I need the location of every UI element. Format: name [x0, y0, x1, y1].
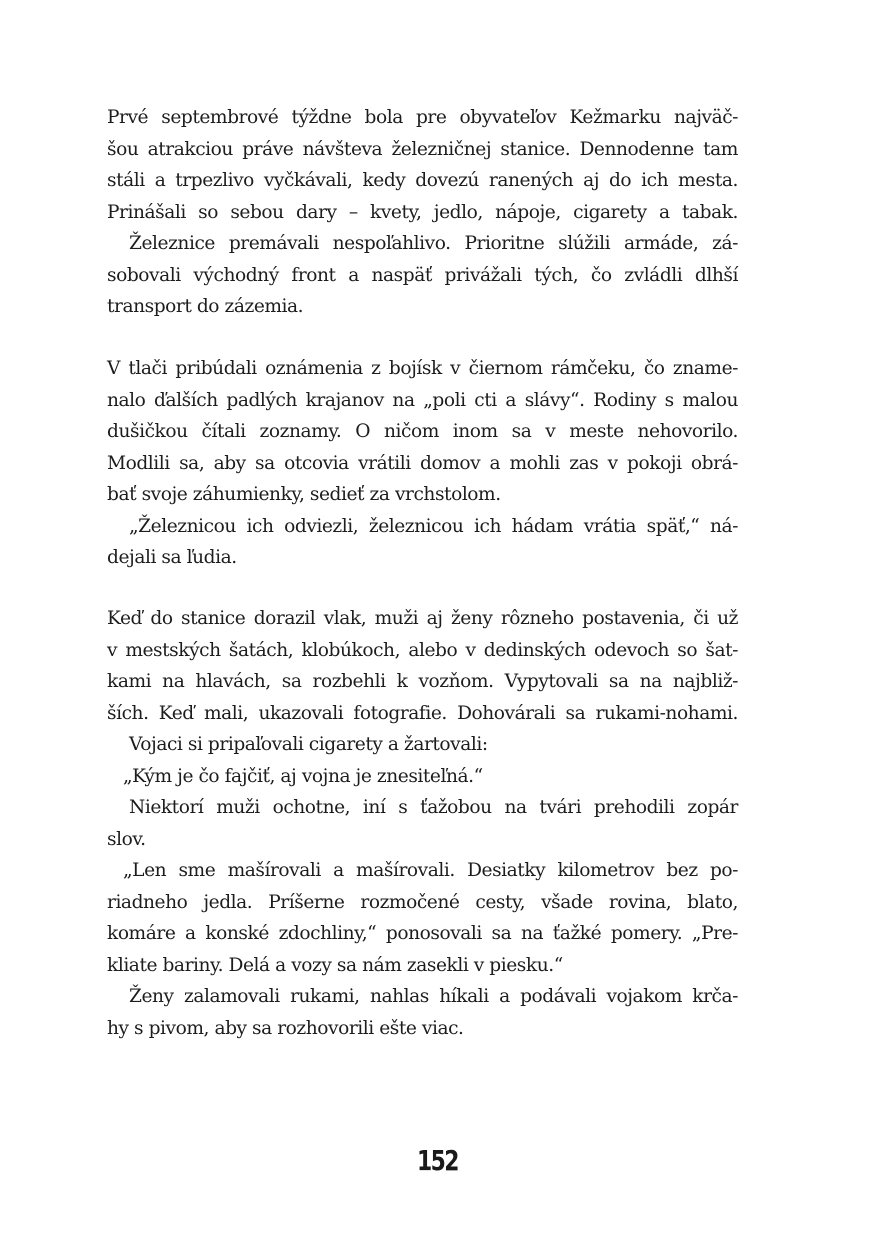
text-line: Vojaci si pripaľovali cigarety a žartovali: [129, 734, 488, 755]
text-line: Ženy zalamovali rukami, nahlas híkali a podávali vojakom krča- [129, 986, 738, 1007]
text-line: Prinášali so sebou dary – kvety, jedlo, nápoje, cigarety a tabak. [107, 201, 738, 223]
text-line: nalo ďalších padlých krajanov na „poli cti a slávy“. Rodiny s malou [107, 389, 738, 411]
text-line: kami na hlavách, sa rozbehli k vozňom. Vypytovali sa na najbliž- [107, 671, 738, 692]
text-line: kliate bariny. Delá a vozy sa nám zasekli v piesku.“ [107, 954, 563, 976]
text-line: dejali sa ľudia. [107, 547, 237, 568]
text-block-1 [107, 102, 738, 323]
text-line: „Kým je čo fajčiť, aj vojna je znesiteľná.“ [123, 765, 483, 787]
text-line: stáli a trpezlivo vyčkávali, kedy dovezú ranených aj do ich mesta. [107, 170, 738, 191]
text-line: V tlači pribúdali oznámenia z bojísk v čiernom rámčeku, čo zname- [107, 358, 738, 379]
text-line: Modlili sa, aby sa otcovia vrátili domov a mohli zas v pokoji obrá- [107, 452, 738, 474]
text-line: ších. Keď mali, ukazovali fotografie. Dohovárali sa rukami-nohami. [107, 702, 738, 724]
text-line: „Železnicou ich odviezli, železnicou ich hádam vrátia späť,“ ná- [129, 515, 738, 537]
text-block-2 [107, 353, 738, 574]
text-line: Niektorí muži ochotne, iní s ťažobou na tvári prehodili zopár [129, 797, 738, 818]
text-block-3 [107, 603, 738, 1044]
text-line: riadneho jedla. Príšerne rozmočené cesty, všade rovina, blato, [107, 891, 738, 913]
text-line: sobovali východný front a naspäť privážali tých, čo zvládli dlhší [107, 264, 738, 286]
text-line: Železnice premávali nespoľahlivo. Prioritne slúžili armáde, zá- [129, 233, 738, 254]
text-line: Prvé septembrové týždne bola pre obyvateľov Kežmarku najväč- [107, 107, 738, 128]
page-number: 152 [417, 1144, 458, 1177]
text-line: šou atrakciou práve návšteva železničnej stanice. Dennodenne tam [107, 138, 738, 160]
text-line: bať svoje záhumienky, sedieť za vrchstolom. [107, 484, 501, 505]
text-line: hy s pivom, aby sa rozhovorili ešte viac. [107, 1017, 464, 1039]
text-line: Keď do stanice dorazil vlak, muži aj ženy rôzneho postavenia, či už [107, 608, 738, 629]
text-line: slov. [107, 828, 146, 850]
text-line: „Len sme mašírovali a mašírovali. Desiatky kilometrov bez po- [123, 860, 738, 881]
text-line: transport do zázemia. [107, 296, 304, 317]
text-line: dušičkou čítali zoznamy. O ničom inom sa v meste nehovorilo. [107, 421, 738, 442]
text-line: v mestských šatách, klobúkoch, alebo v dedinských odevoch so šat- [107, 639, 738, 661]
text-line: komáre a konské zdochliny,“ ponosovali sa na ťažké pomery. „Pre- [107, 923, 738, 944]
